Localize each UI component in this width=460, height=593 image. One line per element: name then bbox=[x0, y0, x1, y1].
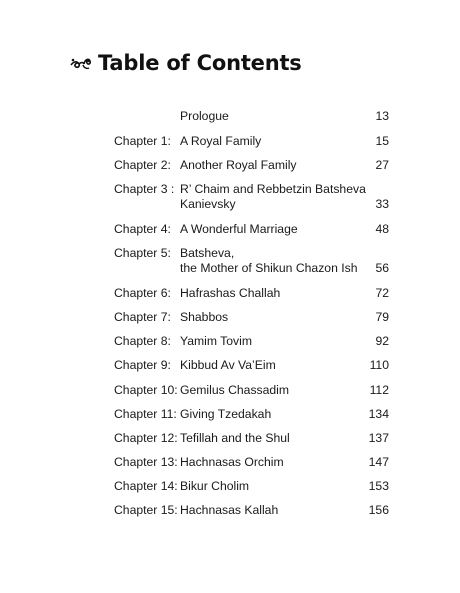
chapter-title-line: Another Royal Family bbox=[180, 158, 297, 172]
chapter-title bbox=[180, 455, 380, 470]
chapter-title-line: Kibbud Av Va’Eim bbox=[180, 358, 276, 372]
chapter-title-line: Kanievsky bbox=[180, 197, 236, 211]
chapter-number: Chapter 3 : bbox=[114, 182, 175, 196]
page-number: 33 bbox=[375, 197, 389, 211]
chapter-title-line: Yamim Tovim bbox=[180, 334, 253, 348]
chapter-title-line: A Royal Family bbox=[180, 134, 262, 148]
page-number: 110 bbox=[369, 358, 389, 372]
page-number: 134 bbox=[368, 407, 389, 421]
chapter-title bbox=[180, 358, 380, 373]
chapter-number: Chapter 6: bbox=[114, 286, 171, 300]
chapter-number: Chapter 8: bbox=[114, 334, 171, 348]
chapter-number: Chapter 14: bbox=[114, 479, 178, 493]
chapter-title-line: Shabbos bbox=[180, 310, 229, 324]
page-number: 147 bbox=[368, 455, 389, 469]
chapter-title bbox=[180, 109, 380, 124]
chapter-title bbox=[180, 158, 380, 173]
chapter-number: Chapter 4: bbox=[114, 222, 171, 236]
chapter-title-line: Gemilus Chassadim bbox=[180, 383, 290, 397]
page-number: 13 bbox=[375, 109, 389, 123]
chapter-title bbox=[180, 134, 380, 149]
chapter-title-line: the Mother of Shikun Chazon Ish bbox=[180, 261, 358, 275]
chapter-title bbox=[180, 431, 380, 446]
chapter-number: Chapter 11: bbox=[114, 407, 177, 421]
page-number: 156 bbox=[368, 503, 389, 517]
chapter-title-line: R’ Chaim and Rebbetzin Batsheva bbox=[180, 182, 366, 196]
page-number: 137 bbox=[368, 431, 389, 445]
chapter-number: Chapter 7: bbox=[114, 310, 171, 324]
chapter-title bbox=[180, 407, 380, 422]
page-number: 15 bbox=[375, 134, 389, 148]
page-number: 56 bbox=[375, 261, 389, 275]
chapter-number: Chapter 1: bbox=[114, 134, 171, 148]
chapter-number: Chapter 9: bbox=[114, 358, 171, 372]
chapter-title-line: Tefillah and the Shul bbox=[180, 431, 290, 445]
chapter-title bbox=[180, 246, 380, 276]
page-title: Table of Contents bbox=[98, 51, 302, 75]
chapter-title-line: Bikur Cholim bbox=[180, 479, 250, 493]
page-number: 27 bbox=[375, 158, 389, 172]
chapter-title-line: Hachnasas Orchim bbox=[180, 455, 284, 469]
chapter-title-line: Hachnasas Kallah bbox=[180, 503, 279, 517]
chapter-title-line: Hafrashas Challah bbox=[180, 286, 281, 300]
chapter-title bbox=[180, 310, 380, 325]
toc-heading bbox=[70, 51, 302, 75]
chapter-title-line: A Wonderful Marriage bbox=[180, 222, 298, 236]
chapter-title bbox=[180, 222, 380, 237]
chapter-title bbox=[180, 182, 380, 212]
chapter-number: Chapter 13: bbox=[114, 455, 178, 469]
chapter-title-line: Batsheva, bbox=[180, 246, 235, 260]
page-number: 153 bbox=[368, 479, 389, 493]
page-number: 92 bbox=[375, 334, 389, 348]
chapter-title-line: Prologue bbox=[180, 109, 229, 123]
chapter-title bbox=[180, 503, 380, 518]
chapter-number: Chapter 10: bbox=[114, 383, 178, 397]
chapter-number: Chapter 15: bbox=[114, 503, 178, 517]
chapter-number: Chapter 2: bbox=[114, 158, 171, 172]
page-number: 72 bbox=[375, 286, 389, 300]
chapter-number: Chapter 12: bbox=[114, 431, 178, 445]
page-number: 48 bbox=[375, 222, 389, 236]
chapter-number: Chapter 5: bbox=[114, 246, 171, 260]
page-number: 112 bbox=[369, 383, 389, 397]
chapter-title bbox=[180, 383, 380, 398]
chapter-title bbox=[180, 479, 380, 494]
page-number: 79 bbox=[375, 310, 389, 324]
chapter-title bbox=[180, 334, 380, 349]
chapter-title-line: Giving Tzedakah bbox=[180, 407, 272, 421]
decorative-flourish-icon bbox=[70, 53, 92, 73]
chapter-title bbox=[180, 286, 380, 301]
